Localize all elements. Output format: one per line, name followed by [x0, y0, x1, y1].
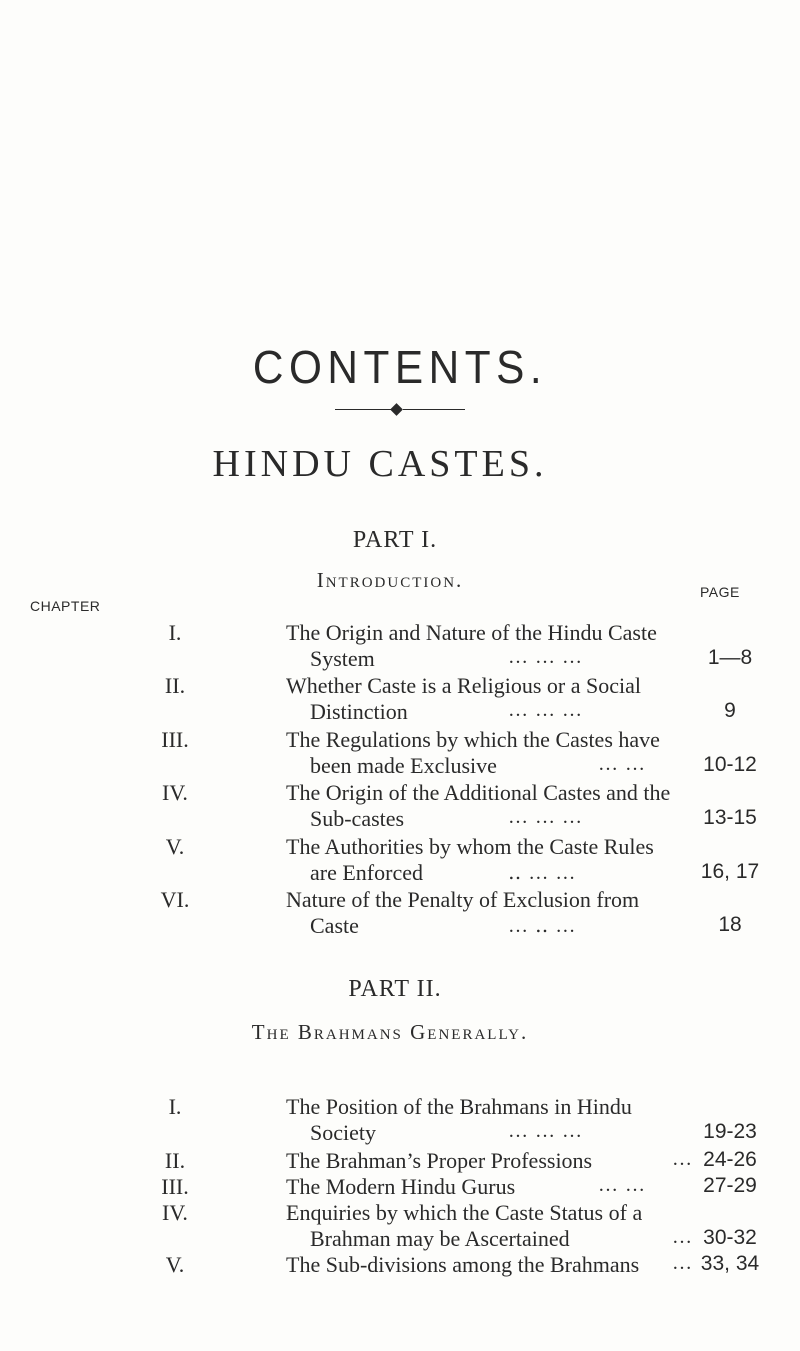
chapter-number: V. [165, 1252, 185, 1277]
part-2-title: PART II. [348, 976, 442, 1002]
chapter-title-line2: System [310, 646, 375, 671]
dot-leader: … … [598, 753, 646, 775]
chapter-column-header: CHAPTER [30, 598, 101, 614]
chapter-title-line2: Society [310, 1120, 376, 1145]
chapter-number: III. [161, 727, 189, 752]
chapter-number: I. [168, 620, 182, 645]
page-reference: 10-12 [703, 753, 757, 776]
chapter-title-line2: Caste [310, 913, 359, 938]
page-reference: 9 [724, 699, 736, 722]
dot-leader: … [672, 1252, 693, 1274]
part-1-title: PART I. [352, 527, 438, 553]
diamond-icon [390, 403, 403, 416]
chapter-number: II. [164, 673, 186, 698]
page-reference: 24-26 [703, 1148, 757, 1171]
ornament-line-right [403, 409, 465, 410]
chapter-title-line1: The Authorities by whom the Caste Rules [286, 834, 654, 859]
chapter-number: II. [164, 1148, 186, 1173]
chapter-number: VI. [160, 887, 190, 912]
contents-heading: CONTENTS. [252, 341, 548, 393]
chapter-number: V. [165, 834, 185, 859]
page-reference: 18 [718, 913, 742, 936]
page-reference: 19-23 [703, 1120, 757, 1143]
dot-leader: … … … [508, 646, 583, 668]
chapter-number: IV. [162, 780, 188, 805]
dot-leader: … [672, 1148, 693, 1170]
ornament-line-left [335, 409, 391, 410]
chapter-title-line1: Nature of the Penalty of Exclusion from [286, 887, 640, 912]
dot-leader: … … … [508, 699, 583, 721]
dot-leader: ‥ … … [508, 862, 577, 884]
dot-leader: … … … [508, 806, 583, 828]
chapter-number: IV. [162, 1200, 188, 1225]
chapter-title-line1: The Modern Hindu Gurus [286, 1174, 516, 1199]
dot-leader: … [672, 1226, 693, 1248]
chapter-title-line1: The Position of the Brahmans in Hindu [286, 1094, 632, 1119]
divider-ornament [335, 404, 465, 416]
chapter-title-line2: are Enforced [310, 860, 423, 885]
chapter-title-line1: Whether Caste is a Religious or a Social [286, 673, 641, 698]
chapter-title-line1: The Sub-divisions among the Brahmans [286, 1252, 640, 1277]
chapter-title-line2: Brahman may be Ascertained [310, 1226, 570, 1251]
page-reference: 1—8 [707, 646, 753, 669]
chapter-title-line1: The Origin and Nature of the Hindu Caste [286, 620, 657, 645]
dot-leader: … ‥ … [508, 915, 577, 937]
chapter-number: III. [161, 1174, 189, 1199]
page-reference: 13-15 [703, 806, 757, 829]
page-reference: 16, 17 [700, 860, 760, 883]
book-title: HINDU CASTES. [212, 443, 548, 485]
dot-leader: … … [598, 1174, 646, 1196]
chapter-title-line1: The Origin of the Additional Castes and the [286, 780, 671, 805]
page-reference: 27-29 [703, 1174, 757, 1197]
part-2-subtitle: The Brahmans Generally. [251, 1020, 529, 1044]
chapter-title-line2: Sub-castes [310, 806, 405, 831]
page-column-header: PAGE [700, 584, 740, 600]
part-1-subtitle: Introduction. [316, 568, 464, 592]
chapter-title-line1: The Brahman’s Proper Professions [286, 1148, 593, 1173]
page-reference: 33, 34 [700, 1252, 760, 1275]
chapter-title-line1: Enquiries by which the Caste Status of a [286, 1200, 643, 1225]
chapter-title-line2: Distinction [310, 699, 408, 724]
dot-leader: … … … [508, 1120, 583, 1142]
page-reference: 30-32 [703, 1226, 757, 1249]
chapter-title-line1: The Regulations by which the Castes have [286, 727, 660, 752]
chapter-number: I. [168, 1094, 182, 1119]
chapter-title-line2: been made Exclusive [310, 753, 497, 778]
